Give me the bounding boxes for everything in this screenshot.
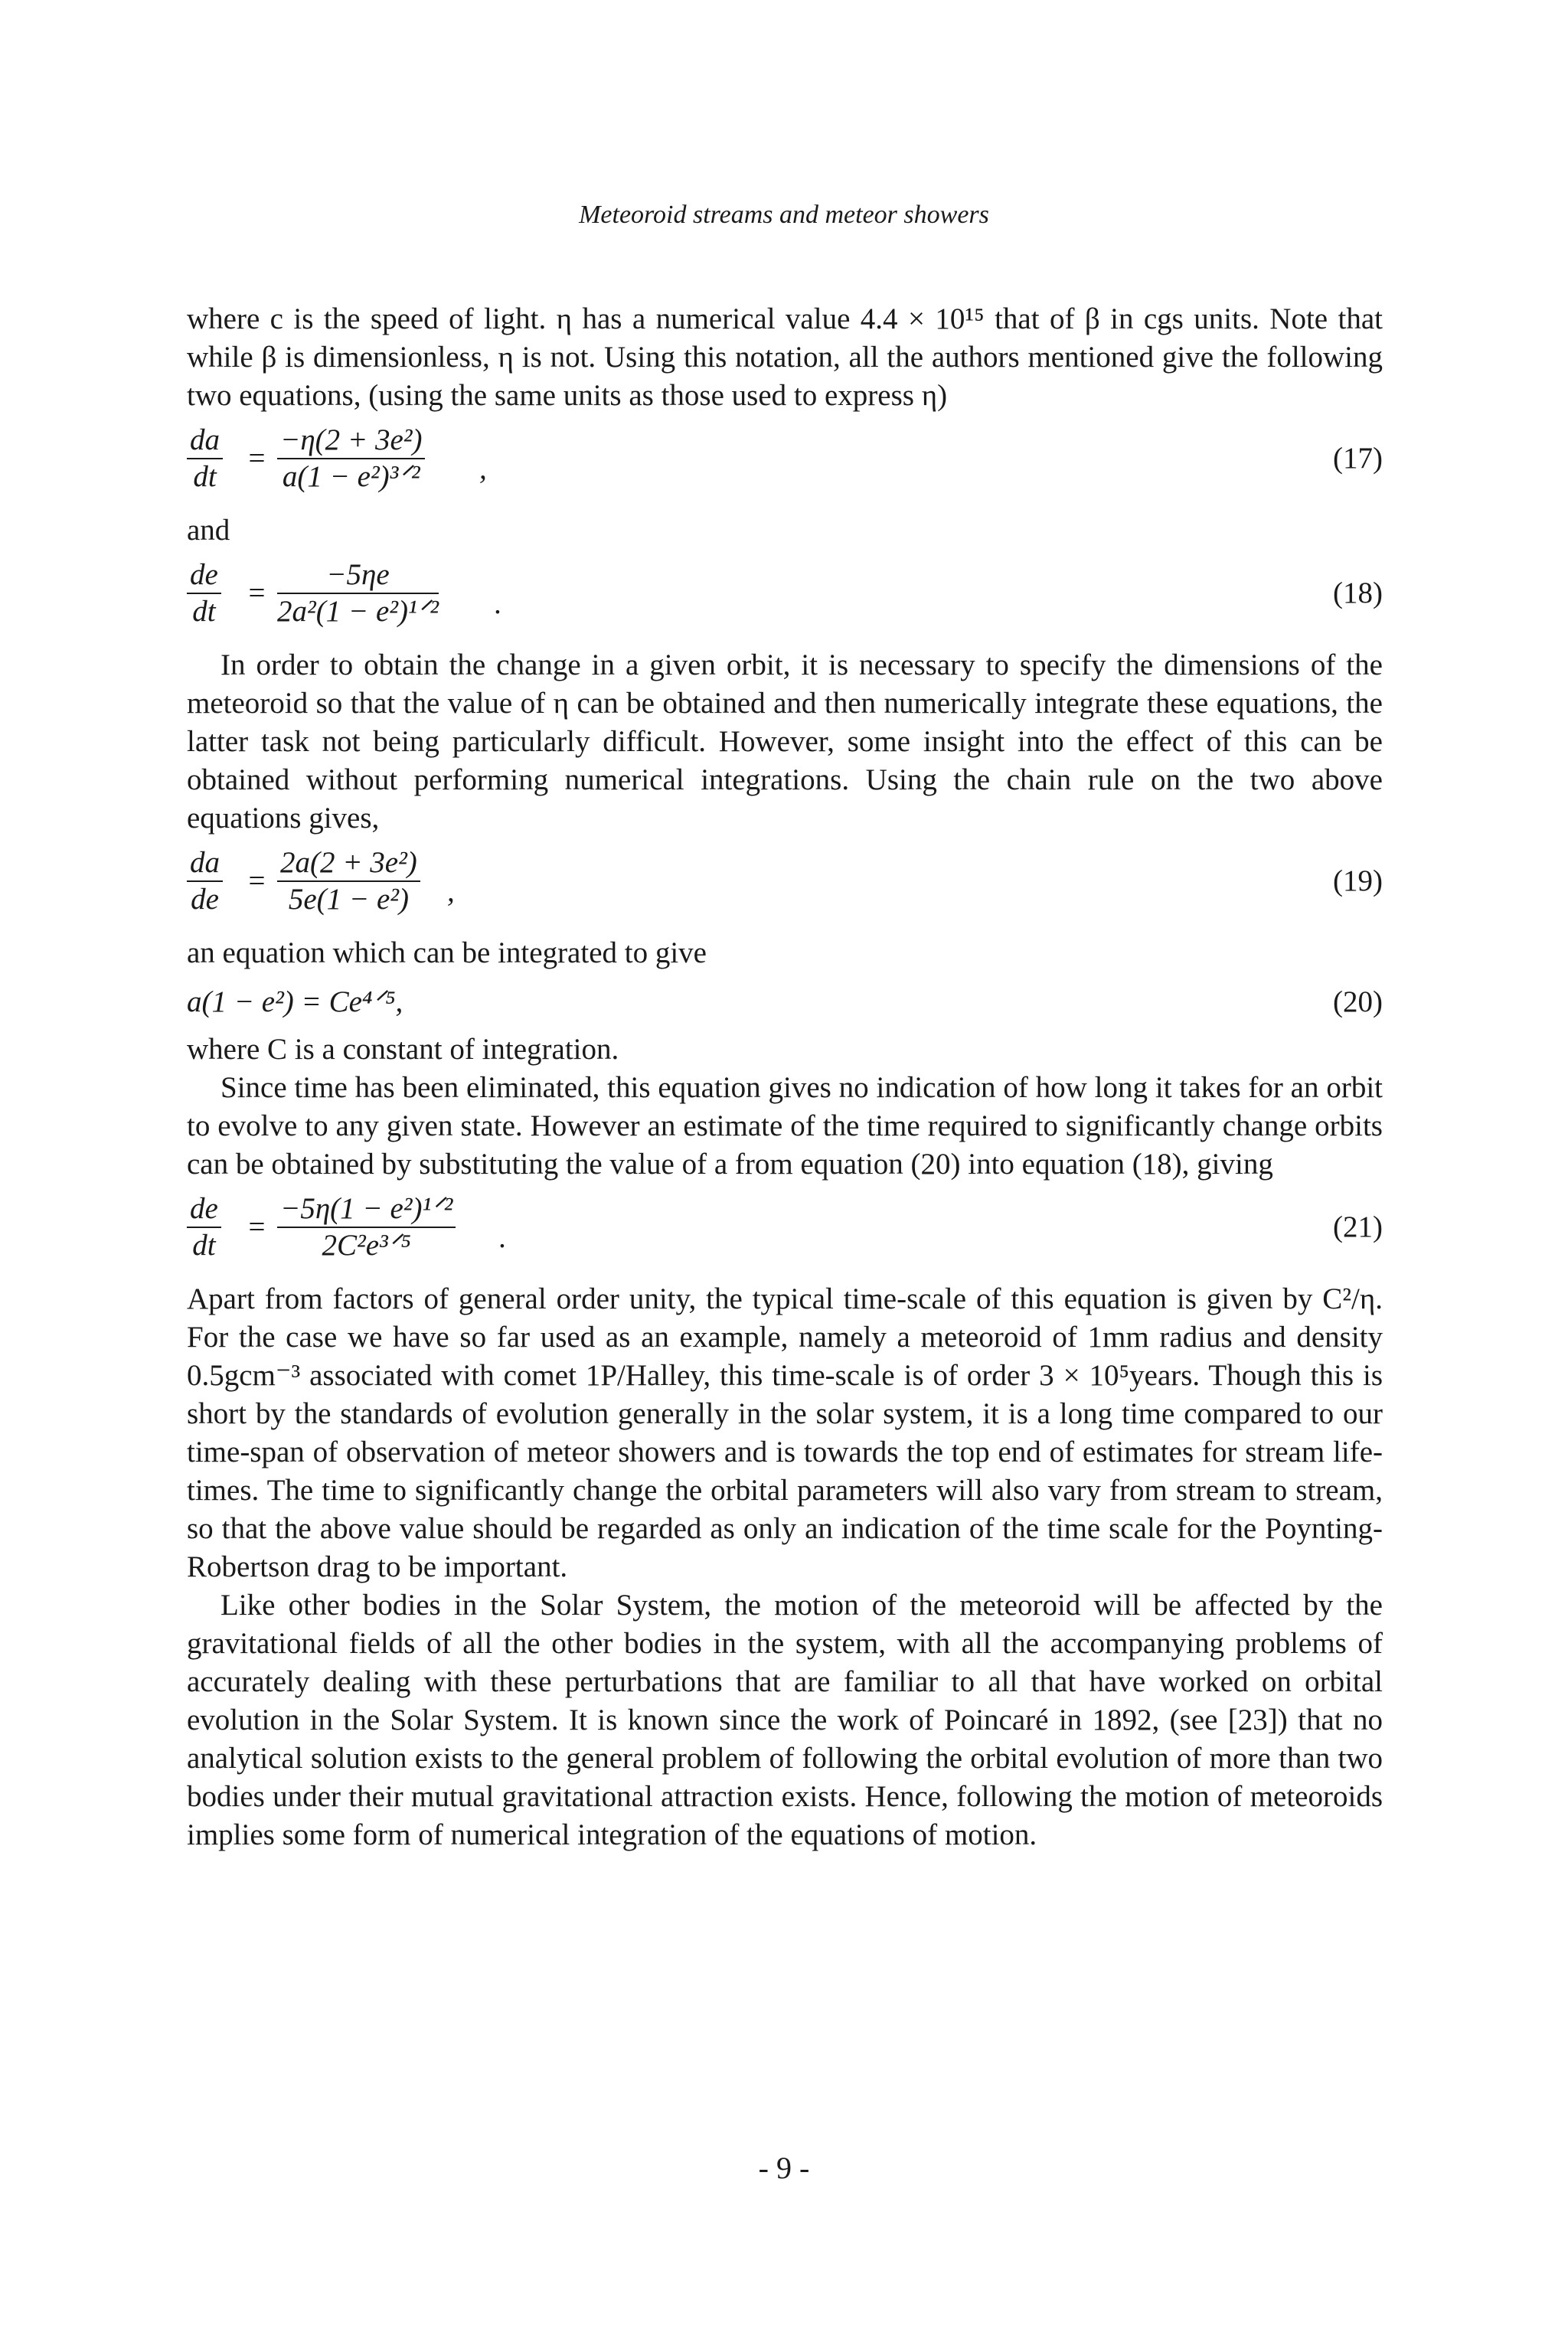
text-and: and [187, 514, 230, 547]
paragraph-time-scale: Apart from factors of general order unity, the typical time-scale of this equation is given by C²/η. For the case we have so far used as an example, namely a meteoroid of 1mm radius and density 0.5gcm⁻³ associated with comet 1P/Halley, this time-scale is of order 3 × 10⁵years. Though this is short by the standards of evolution generally in the solar system, it is a long time compared to our time-span of observation of meteor showers and is towards the top end of estimates for stream life-times. The time to significantly change the orbital parameters will also vary from stream to stream, so that the above value should be regarded as only an indication of the time scale for the Poynting-Robertson drag to be important. [187, 1282, 1383, 1583]
paper-body [187, 300, 1383, 1854]
paragraph-chain-rule: In order to obtain the change in a given orbit, it is necessary to specify the dimensions of the meteoroid so that the value of η can be obtained and then numerically integrate these equations, the latter task not being particularly difficult. However, some insight into the effect of this can be obtained without performing numerical integrations. Using the chain rule on the two above equations gives, [187, 648, 1383, 835]
equation-number-20: (20) [1333, 985, 1383, 1018]
eq18-rhs: −5ηe 2a²(1 − e²)¹ᐟ² [277, 558, 439, 628]
eq17-equals: = [247, 442, 267, 475]
equation-17: $\frac{da}{dt}$ = −η(2 + 3e²) a(1 − e²)³ᐟ² , (17) [187, 420, 1383, 507]
eq19-lhs: $\frac{da}{de}$ [187, 845, 223, 917]
equation-18: $\frac{de}{dt}$ = −5ηe 2a²(1 − e²)¹ᐟ² . (18) [187, 554, 1383, 642]
equation-20: a(1 − e²) = Ce⁴ᐟ⁵, (20) [187, 977, 1383, 1026]
text-integrated: an equation which can be integrated to give [187, 936, 707, 969]
equation-19: $\frac{da}{de}$ = $\frac{\text{2a(2 + 3e²)}}{\text{5e(1 − e²)}}$ , (19) [187, 842, 1383, 929]
eq21-equals: = [247, 1210, 267, 1243]
running-title: Meteoroid streams and meteor showers [579, 201, 989, 229]
paragraph-intro: where c is the speed of light. η has a numerical value 4.4 × 10¹⁵ that of β in cgs units. Note that while β is dimensionless, η is not. Using this notation, all the authors mentioned give the following two equations, (using the same units as those used to express η) [187, 302, 1383, 412]
equation-number-19: (19) [1333, 864, 1383, 897]
equation-21: $\frac{de}{dt}$ = −5η(1 − e²)¹ᐟ² 2C²e³ᐟ⁵ . (21) [187, 1188, 1383, 1276]
text-constant: where C is a constant of integration. [187, 1033, 619, 1066]
eq19-equals: = [247, 864, 267, 897]
eq17-rhs: −η(2 + 3e²) a(1 − e²)³ᐟ² [277, 423, 425, 495]
page-number: - 9 - [758, 2151, 810, 2185]
paragraph-time: Since time has been eliminated, this equation gives no indication of how long it takes for an orbit to evolve to any given state. However an estimate of the time required to significantly change orbits can be obtained by substituting the value of a from equation (20) into equation (18), giving [187, 1071, 1383, 1181]
eq21-lhs: $\frac{de}{dt}$ [187, 1191, 221, 1263]
equation-number-17: (17) [1333, 442, 1383, 475]
eq21-rhs: −5η(1 − e²)¹ᐟ² 2C²e³ᐟ⁵ [277, 1191, 456, 1263]
paragraph-gravitation: Like other bodies in the Solar System, the motion of the meteoroid will be affected by the gravitational fields of all the other bodies in the system, with all the accompanying problems of accurately dealing with these perturbations that are familiar to all that have worked on orbital evolution in the Solar System. It is known since the work of Poincaré in 1892, (see [23]) that no analytical solution exists to the general problem of following the orbital evolution of more than two bodies under their mutual gravitational attraction exists. Hence, following the motion of meteoroids implies some form of numerical integration of the equations of motion. [187, 1589, 1383, 1851]
equation-number-21: (21) [1333, 1210, 1383, 1243]
eq18-equals: = [247, 577, 267, 609]
eq17-lhs: $\frac{da}{dt}$ [187, 423, 223, 495]
eq19-rhs: $\frac{\text{2a(2 + 3e²)}}{\text{5e(1 − e²)}}$ [277, 845, 420, 917]
equation-number-18: (18) [1333, 577, 1383, 609]
eq18-lhs: $\frac{de}{dt}$ [187, 557, 221, 629]
